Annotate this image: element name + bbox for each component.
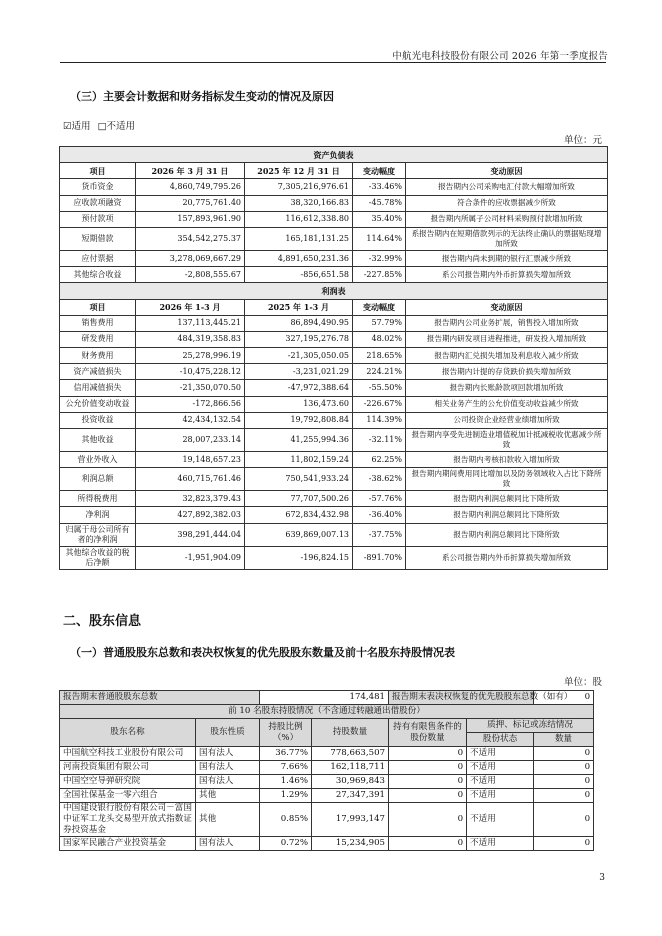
income-statement-title: 利润表 — [60, 283, 608, 299]
shareholder-table — [59, 690, 594, 851]
change-reason: 报告期内考核扣款收入增加所致 — [406, 452, 608, 468]
top10-title: 前 10 名股东持股情况（不含通过转融通出借股份） — [60, 705, 594, 719]
change-reason: 报告期内利润总额同比下降所致 — [406, 491, 608, 507]
income-row — [60, 364, 608, 380]
value-prior: 11,802,159.24 — [245, 452, 353, 468]
restricted-shares: 0 — [389, 837, 467, 851]
change-reason: 相关业务产生的公允价值变动收益减少所致 — [406, 396, 608, 412]
shareholder-nature: 国有法人 — [196, 761, 260, 775]
value-prior: 4,891,650,231.36 — [245, 250, 353, 266]
col-header-period-a: 2026 年 3 月 31 日 — [136, 163, 245, 179]
change-pct: 57.79% — [353, 315, 406, 331]
value-current: 157,893,961.90 — [136, 211, 245, 227]
value-current: 32,823,379.43 — [136, 491, 245, 507]
pledge-count: 0 — [534, 837, 594, 851]
header-count: 数量 — [534, 733, 594, 747]
change-pct: -33.46% — [353, 179, 406, 195]
income-row — [60, 396, 608, 412]
top10-title-row — [60, 705, 594, 719]
total-shareholders-value: 174,481 — [260, 691, 389, 705]
value-current: 460,715,761.46 — [136, 468, 245, 491]
preferred-shareholders-value: 0 — [534, 691, 594, 705]
header-qty: 持股数量 — [312, 719, 389, 747]
change-pct: -36.40% — [353, 507, 406, 523]
change-reason: 报告期内长账龄款项回款增加所致 — [406, 380, 608, 396]
col-header-item: 项目 — [60, 163, 136, 179]
income-col-header-change: 变动幅度 — [353, 299, 406, 315]
value-prior: 41,255,994.36 — [245, 429, 353, 452]
income-col-header-period-b: 2025 年 1-3 月 — [245, 299, 353, 315]
section-3-title: （三）主要会计数据和财务指标发生变动的情况及原因 — [70, 90, 334, 103]
shareholding-ratio: 0.72% — [260, 837, 312, 851]
value-current: 42,434,132.54 — [136, 412, 245, 428]
share-status: 不适用 — [467, 747, 534, 761]
shareholder-nature: 其他 — [196, 789, 260, 803]
shareholding-ratio: 36.77% — [260, 747, 312, 761]
change-pct: 114.39% — [353, 412, 406, 428]
change-pct: 218.65% — [353, 348, 406, 364]
value-prior: -47,972,388.64 — [245, 380, 353, 396]
income-col-header-item: 项目 — [60, 299, 136, 315]
value-prior: 672,834,432.98 — [245, 507, 353, 523]
change-pct: -226.67% — [353, 396, 406, 412]
value-current: -172,866.56 — [136, 396, 245, 412]
change-reason: 报告期内享受先进制造业增值税加计抵减税收优惠减少所致 — [406, 429, 608, 452]
value-prior: 86,894,490.95 — [245, 315, 353, 331]
header-rule — [60, 62, 606, 63]
change-pct: -891.70% — [353, 546, 406, 569]
shareholding-ratio: 0.85% — [260, 803, 312, 837]
pledge-count: 0 — [534, 803, 594, 837]
pledge-count: 0 — [534, 761, 594, 775]
pledge-count: 0 — [534, 775, 594, 789]
balance-row — [60, 195, 608, 211]
value-current: 354,542,275.37 — [136, 227, 245, 250]
value-prior: 38,320,166.83 — [245, 195, 353, 211]
value-current: 427,892,382.03 — [136, 507, 245, 523]
value-current: 28,007,233.14 — [136, 429, 245, 452]
income-row — [60, 348, 608, 364]
row-item: 预付款项 — [60, 211, 136, 227]
row-item: 研发费用 — [60, 331, 136, 347]
row-item: 其他综合收益的税后净额 — [60, 546, 136, 569]
income-row — [60, 491, 608, 507]
change-pct: -38.62% — [353, 468, 406, 491]
value-current: -21,350,070.50 — [136, 380, 245, 396]
restricted-shares: 0 — [389, 761, 467, 775]
value-prior: -856,651.58 — [245, 267, 353, 283]
change-reason: 系公司报告期内外币折算损失增加所致 — [406, 546, 608, 569]
change-pct: 35.40% — [353, 211, 406, 227]
shareholder-name: 河南投资集团有限公司 — [60, 761, 196, 775]
balance-row — [60, 179, 608, 195]
row-item: 货币资金 — [60, 179, 136, 195]
row-item: 归属于母公司所有者的净利润 — [60, 523, 136, 546]
share-status: 不适用 — [467, 837, 534, 851]
row-item: 营业外收入 — [60, 452, 136, 468]
change-pct: -45.78% — [353, 195, 406, 211]
row-item: 信用减值损失 — [60, 380, 136, 396]
value-current: 398,291,444.04 — [136, 523, 245, 546]
shareholder-row — [60, 775, 594, 789]
share-status: 不适用 — [467, 789, 534, 803]
value-prior: -21,305,050.05 — [245, 348, 353, 364]
shareholder-row — [60, 803, 594, 837]
shareholder-nature: 国有法人 — [196, 775, 260, 789]
change-reason: 报告期内期间费用同比增加以及防务领域收入占比下降所致 — [406, 468, 608, 491]
row-item: 其他收益 — [60, 429, 136, 452]
balance-row — [60, 211, 608, 227]
header-restricted: 持有有限售条件的股份数量 — [389, 719, 467, 747]
change-pct: 62.25% — [353, 452, 406, 468]
header-nature: 股东性质 — [196, 719, 260, 747]
check-not-applicable: □不适用 — [97, 121, 136, 132]
row-item: 其他综合收益 — [60, 267, 136, 283]
row-item: 应收款项融资 — [60, 195, 136, 211]
preferred-shareholders-label: 报告期末表决权恢复的优先股股东总数（如有） — [389, 691, 534, 705]
row-item: 所得税费用 — [60, 491, 136, 507]
pledge-count: 0 — [534, 747, 594, 761]
change-reason: 系公司报告期内外币折算损失增加所致 — [406, 267, 608, 283]
shareholding-ratio: 1.46% — [260, 775, 312, 789]
value-prior: 327,195,276.78 — [245, 331, 353, 347]
row-item: 净利润 — [60, 507, 136, 523]
change-pct: 224.21% — [353, 364, 406, 380]
shareholder-name: 中国空空导弹研究院 — [60, 775, 196, 789]
shareholder-name: 中国建设银行股份有限公司－富国中证军工龙头交易型开放式指数证券投资基金 — [60, 803, 196, 837]
value-prior: 77,707,500.26 — [245, 491, 353, 507]
share-unit-label: 单位：股 — [563, 677, 602, 688]
income-col-header-reason: 变动原因 — [406, 299, 608, 315]
change-pct: -32.11% — [353, 429, 406, 452]
balance-header-row — [60, 163, 608, 179]
shareholding-ratio: 1.29% — [260, 789, 312, 803]
row-item: 财务费用 — [60, 348, 136, 364]
restricted-shares: 0 — [389, 803, 467, 837]
value-current: 25,278,996.19 — [136, 348, 245, 364]
check-applicable: ☑适用 — [63, 121, 91, 132]
shareholder-nature: 国有法人 — [196, 837, 260, 851]
income-row — [60, 452, 608, 468]
restricted-shares: 0 — [389, 789, 467, 803]
value-prior: 116,612,338.80 — [245, 211, 353, 227]
income-row — [60, 412, 608, 428]
row-item: 利润总额 — [60, 468, 136, 491]
change-pct: 48.02% — [353, 331, 406, 347]
income-col-header-period-a: 2026 年 1-3 月 — [136, 299, 245, 315]
value-prior: 19,792,808.84 — [245, 412, 353, 428]
value-prior: 639,869,007.13 — [245, 523, 353, 546]
restricted-shares: 0 — [389, 775, 467, 789]
balance-row — [60, 227, 608, 250]
shareholder-name: 全国社保基金一零六组合 — [60, 789, 196, 803]
change-pct: -32.99% — [353, 250, 406, 266]
income-row — [60, 523, 608, 546]
shareholder-row — [60, 747, 594, 761]
pledge-count: 0 — [534, 789, 594, 803]
shareholder-header-row-1 — [60, 719, 594, 733]
header-ratio: 持股比例（%） — [260, 719, 312, 747]
shareholding-qty: 27,347,391 — [312, 789, 389, 803]
section-2-title: 二、股东信息 — [63, 614, 142, 629]
restricted-shares: 0 — [389, 747, 467, 761]
value-prior: -3,231,021.29 — [245, 364, 353, 380]
change-reason: 报告期内汇兑损失增加及利息收入减少所致 — [406, 348, 608, 364]
col-header-period-b: 2025 年 12 月 31 日 — [245, 163, 353, 179]
shareholder-row — [60, 761, 594, 775]
change-pct: -55.50% — [353, 380, 406, 396]
change-reason: 报告期内公司采购电汇付款大幅增加所致 — [406, 179, 608, 195]
row-item: 资产减值损失 — [60, 364, 136, 380]
total-shareholders-row — [60, 691, 594, 705]
shareholder-row — [60, 789, 594, 803]
row-item: 公允价值变动收益 — [60, 396, 136, 412]
row-item: 短期借款 — [60, 227, 136, 250]
balance-sheet-title: 资产负债表 — [60, 147, 608, 163]
shareholder-nature: 国有法人 — [196, 747, 260, 761]
value-prior: 165,181,131.25 — [245, 227, 353, 250]
change-reason: 报告期内所属子公司材料采购预付款增加所致 — [406, 211, 608, 227]
income-header-row — [60, 299, 608, 315]
change-reason: 符合条件的应收票据减少所致 — [406, 195, 608, 211]
change-reason: 报告期内利润总额同比下降所致 — [406, 507, 608, 523]
value-current: 484,319,358.83 — [136, 331, 245, 347]
change-reason: 公司投资企业经营业绩增加所致 — [406, 412, 608, 428]
shareholder-subtitle: （一）普通股股东总数和表决权恢复的优先股股东数量及前十名股东持股情况表 — [70, 646, 455, 659]
income-row — [60, 429, 608, 452]
row-item: 销售费用 — [60, 315, 136, 331]
shareholder-nature: 其他 — [196, 803, 260, 837]
value-current: -10,475,228.12 — [136, 364, 245, 380]
total-shareholders-label: 报告期末普通股股东总数 — [60, 691, 260, 705]
change-pct: 114.64% — [353, 227, 406, 250]
value-current: -1,951,904.09 — [136, 546, 245, 569]
applicability-checks — [63, 118, 135, 132]
balance-row — [60, 267, 608, 283]
unit-label: 单位：元 — [563, 135, 602, 146]
share-status: 不适用 — [467, 775, 534, 789]
shareholding-qty: 162,118,711 — [312, 761, 389, 775]
income-row — [60, 331, 608, 347]
row-item: 投资收益 — [60, 412, 136, 428]
value-current: -2,808,555.67 — [136, 267, 245, 283]
shareholding-qty: 15,234,905 — [312, 837, 389, 851]
shareholding-ratio: 7.66% — [260, 761, 312, 775]
change-reason: 系报告期内在短期借款列示的无法终止确认的票据贴现增加所致 — [406, 227, 608, 250]
header-status: 股份状态 — [467, 733, 534, 747]
shareholder-name: 国家军民融合产业投资基金 — [60, 837, 196, 851]
page-number: 3 — [599, 873, 605, 883]
header-pledge: 质押、标记或冻结情况 — [467, 719, 594, 733]
shareholder-name: 中国航空科技工业股份有限公司 — [60, 747, 196, 761]
balance-row — [60, 250, 608, 266]
value-prior: 7,305,216,976.61 — [245, 179, 353, 195]
value-prior: 750,541,933.24 — [245, 468, 353, 491]
share-status: 不适用 — [467, 761, 534, 775]
value-prior: -196,824.15 — [245, 546, 353, 569]
header-name: 股东名称 — [60, 719, 196, 747]
shareholding-qty: 17,993,147 — [312, 803, 389, 837]
change-pct: -37.75% — [353, 523, 406, 546]
row-item: 应付票据 — [60, 250, 136, 266]
income-row — [60, 507, 608, 523]
shareholding-qty: 778,663,507 — [312, 747, 389, 761]
income-row — [60, 546, 608, 569]
income-row — [60, 468, 608, 491]
change-reason: 报告期内尚未到期的银行汇票减少所致 — [406, 250, 608, 266]
value-current: 19,148,657.23 — [136, 452, 245, 468]
col-header-change: 变动幅度 — [353, 163, 406, 179]
change-reason: 报告期内公司业务扩展，销售投入增加所致 — [406, 315, 608, 331]
value-prior: 136,473.60 — [245, 396, 353, 412]
share-status: 不适用 — [467, 803, 534, 837]
change-pct: -227.85% — [353, 267, 406, 283]
change-reason: 报告期内利润总额同比下降所致 — [406, 523, 608, 546]
change-reason: 报告期内计提的存货跌价损失增加所致 — [406, 364, 608, 380]
change-pct: -57.76% — [353, 491, 406, 507]
income-row — [60, 315, 608, 331]
shareholder-row — [60, 837, 594, 851]
income-row — [60, 380, 608, 396]
value-current: 4,860,749,795.26 — [136, 179, 245, 195]
shareholding-qty: 30,969,843 — [312, 775, 389, 789]
col-header-reason: 变动原因 — [406, 163, 608, 179]
value-current: 137,113,445.21 — [136, 315, 245, 331]
report-header: 中航光电科技股份有限公司 2026 年第一季度报告 — [392, 51, 608, 62]
value-current: 3,278,069,667.29 — [136, 250, 245, 266]
financial-change-table — [59, 146, 608, 570]
value-current: 20,775,761.40 — [136, 195, 245, 211]
change-reason: 报告期内研发项目进程推进，研发投入增加所致 — [406, 331, 608, 347]
